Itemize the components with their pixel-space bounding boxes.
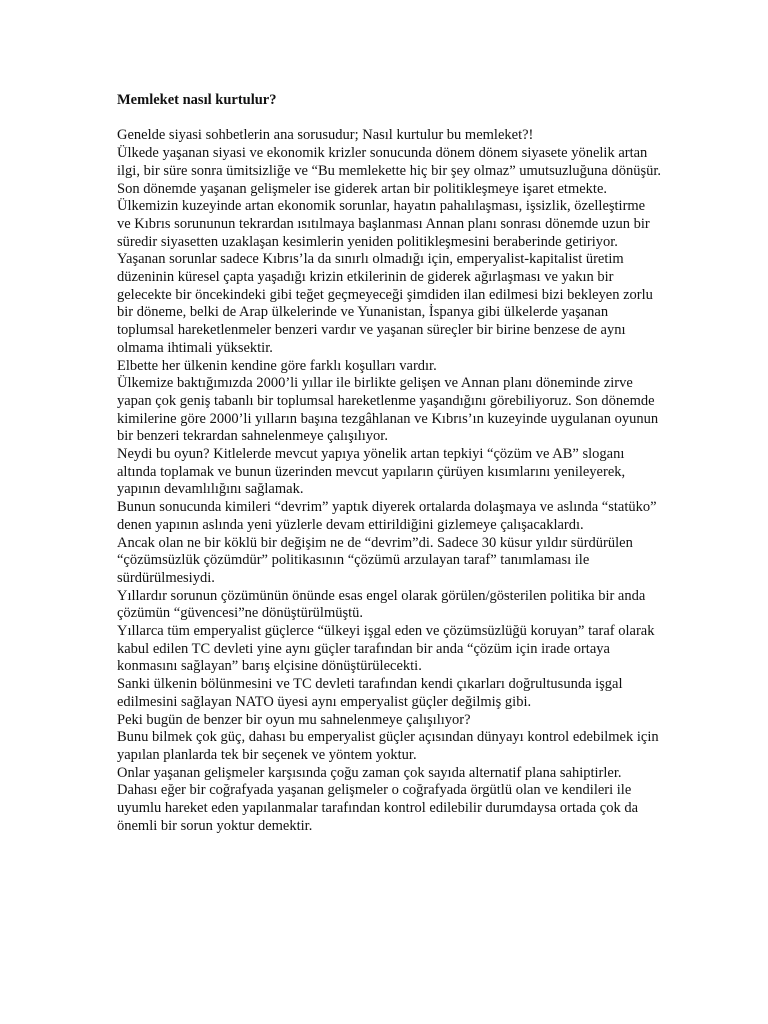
paragraph: Bunu bilmek çok güç, dahası bu emperyalist güçler açısından dünyayı kontrol edebilmek için yapılan planlarda tek bir seçenek ve yöntem yoktur. <box>117 729 659 763</box>
paragraph: Ülkede yaşanan siyasi ve ekonomik krizler sonucunda dönem dönem siyasete yönelik artan ilgi, bir süre sonra ümitsizliğe ve “Bu memlekette hiç bir şey olmaz” umutsuzluğuna dönüşür. <box>117 145 662 179</box>
paragraph: Onlar yaşanan gelişmeler karşısında çoğu zaman çok sayıda alternatif plana sahiptirler. <box>117 764 622 781</box>
paragraph: Bunun sonucunda kimileri “devrim” yaptık diyerek ortalarda dolaşmaya ve aslında “statüko” denen yapının aslında yeni yüzlerle devam ettirildiğini gizlemeye çalışacaklardı. <box>117 499 657 533</box>
paragraph: Ülkemize baktığımızda 2000’li yıllar ile birlikte gelişen ve Annan planı döneminde zirve yapan çok geniş tabanlı bir toplumsal hareketlenme yaşandığını görebiliyoruz. Son dönemde kimilerine göre 2000’li yılların başına tezgâhlanan ve Kıbrıs’ın kuzeyinde uygulanan oyunun bir benzeri tekrardan sahnelenmeye çalışılıyor. <box>117 375 659 445</box>
paragraph: Son dönemde yaşanan gelişmeler ise giderek artan bir politikleşmeye işaret etmekte. <box>117 180 608 197</box>
paragraph: Dahası eğer bir coğrafyada yaşanan gelişmeler o coğrafyada örgütlü olan ve kendileri ile uyumlu hareket eden yapılanmalar tarafından kontrol edilebilir durumdaysa ortada çok da önemli bir sorun yoktur demektir. <box>117 782 639 834</box>
paragraph: Sanki ülkenin bölünmesini ve TC devleti tarafından kendi çıkarları doğrultusunda işgal edilmesini sağlayan NATO üyesi aynı emperyalist güçler değilmiş gibi. <box>117 676 623 710</box>
document-body <box>117 92 662 836</box>
paragraph: Elbette her ülkenin kendine göre farklı koşulları vardır. <box>117 357 437 374</box>
document-title: Memleket nasıl kurtulur? <box>117 92 277 108</box>
title-spacer <box>117 110 662 128</box>
paragraph: Ülkemizin kuzeyinde artan ekonomik sorunlar, hayatın pahalılaşması, işsizlik, özelleştirme ve Kıbrıs sorununun tekrardan ısıtılmaya başlanması Annan planı sonrası dönemde uzun bir süredir siyasetten uzaklaşan kesimlerin yeniden politikleşmesini beraberinde getiriyor. <box>117 198 650 250</box>
paragraph: Peki bugün de benzer bir oyun mu sahnelenmeye çalışılıyor? <box>117 711 471 728</box>
paragraph: Yıllarca tüm emperyalist güçlerce “ülkeyi işgal eden ve çözümsüzlüğü koruyan” taraf olarak kabul edilen TC devleti yine aynı güçler tarafından bir anda “çözüm için irade ortaya konmasını sağlayan” barış elçisine dönüştürülecekti. <box>117 623 655 675</box>
paragraph: Yaşanan sorunlar sadece Kıbrıs’la da sınırlı olmadığı için, emperyalist-kapitalist üretim düzeninin küresel çapta yaşadığı krizin etkilerinin de giderek ağırlaşması ve yakın bir gelecekte bir öncekindeki gibi teğet geçmeyeceği şimdiden ilan edilmesi bizi bekleyen zorlu bir döneme, belki de Arap ülkelerinde ve Yunanistan, İspanya gibi ülkelerde yaşanan toplumsal hareketlenmeler benzeri vardır ve yaşanan süreçler bir birine benzese de aynı olmama ihtimali yüksektir. <box>117 251 653 356</box>
paragraph: Neydi bu oyun? Kitlelerde mevcut yapıya yönelik artan tepkiyi “çözüm ve AB” sloganı altında toplamak ve bunun üzerinden mevcut yapıların çürüyen kısımlarını yenileyerek, yapının devamlılığını sağlamak. <box>117 446 626 498</box>
paragraph: Genelde siyasi sohbetlerin ana sorusudur; Nasıl kurtulur bu memleket?! <box>117 127 534 144</box>
paragraph: Yıllardır sorunun çözümünün önünde esas engel olarak görülen/gösterilen politika bir anda çözümün “güvencesi”ne dönüştürülmüştü. <box>117 587 646 622</box>
paragraph: Ancak olan ne bir köklü bir değişim ne de “devrim”di. Sadece 30 küsur yıldır sürdürülen “çözümsüzlük çözümdür” politikasının “çözümü arzulayan taraf” tanımlaması ile sürdürülmesiydi. <box>117 534 633 586</box>
